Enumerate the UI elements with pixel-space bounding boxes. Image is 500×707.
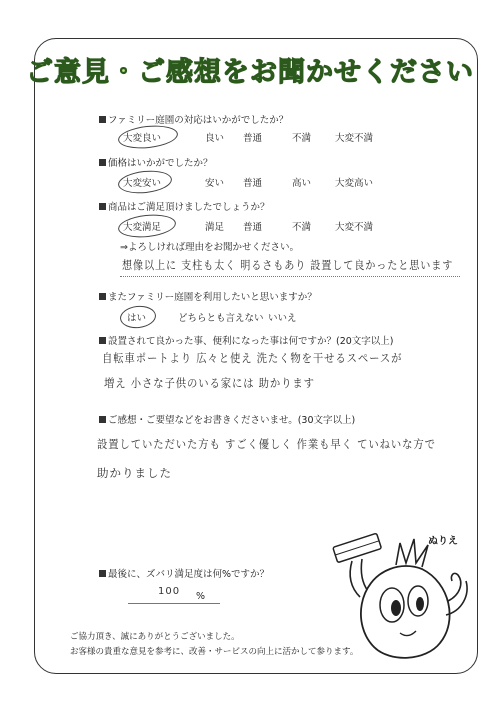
option-service-5[interactable]: 大変不満: [335, 133, 374, 144]
question-product-text: 商品はご満足頂けましたでしょうか？: [108, 202, 270, 213]
satisfaction-answer-line: [128, 603, 220, 604]
question-reuse: [99, 289, 317, 303]
option-product-1[interactable]: 大変満足: [123, 222, 162, 233]
bullet-square-icon: [99, 337, 106, 344]
bullet-square-icon: [99, 416, 106, 423]
question-price: [99, 155, 213, 169]
option-service-2[interactable]: 良い: [205, 133, 225, 144]
handwritten-comments-line2: 助かりました: [97, 466, 172, 480]
options-price: [0, 175, 500, 189]
question-comments: [99, 412, 355, 426]
question-benefit: [99, 333, 394, 347]
option-price-1[interactable]: 大変安い: [123, 178, 162, 189]
mascot-onion-icon: [330, 525, 470, 670]
answer-line: [120, 276, 460, 277]
option-price-5[interactable]: 大変高い: [335, 178, 374, 189]
option-product-4[interactable]: 不満: [292, 222, 312, 233]
reason-prompt: ⇒よろしければ理由をお聞かせください。: [120, 242, 299, 253]
option-price-2[interactable]: 安い: [205, 178, 225, 189]
option-price-3[interactable]: 普通: [243, 178, 263, 189]
bullet-square-icon: [99, 293, 106, 300]
mascot-label: ぬりえ: [428, 536, 458, 547]
handwritten-benefit-line2: 増え 小さな子供のいる家には 助かります: [104, 376, 315, 390]
option-service-4[interactable]: 不満: [292, 133, 312, 144]
bullet-square-icon: [99, 116, 106, 123]
question-service: [99, 112, 288, 126]
handwritten-reason: 想像以上に 支柱も太く 明るさもあり 設置して良かったと思います: [122, 258, 454, 272]
footer-thanks: ご協力頂き、誠にありがとうございました。: [70, 632, 240, 642]
bullet-square-icon: [99, 570, 106, 577]
options-reuse: [0, 310, 500, 324]
question-product: [99, 199, 270, 213]
bullet-square-icon: [99, 159, 106, 166]
handwritten-benefit-line1: 自転車ポートより 広々と使え 洗たく物を干せるスペースが: [102, 351, 403, 365]
option-service-1[interactable]: 大変良い: [123, 133, 162, 144]
option-product-3[interactable]: 普通: [243, 222, 263, 233]
question-satisfaction: [99, 566, 269, 580]
question-comments-text: ご感想・ご要望などをお書きくださいませ。(30文字以上): [108, 415, 356, 426]
percent-unit: %: [196, 591, 206, 602]
bullet-square-icon: [99, 203, 106, 210]
question-service-text: ファミリー庭園の対応はいかがでしたか？: [108, 115, 289, 126]
handwritten-comments-line1: 設置していただいた方も すごく優しく 作業も早く ていねいな方で: [97, 437, 436, 451]
question-satisfaction-text: 最後に、ズバリ満足度は何%ですか？: [108, 569, 270, 580]
option-reuse-no[interactable]: いいえ: [268, 313, 297, 324]
survey-title: ご意見・ご感想をお聞かせください: [26, 57, 474, 88]
option-price-4[interactable]: 高い: [292, 178, 312, 189]
footer-note: お客様の貴重な意見を参考に、改善・サービスの向上に活かして参ります。: [70, 647, 359, 657]
question-price-text: 価格はいかがでしたか？: [108, 158, 213, 169]
options-product: [0, 219, 500, 233]
question-benefit-text: 設置されて良かった事、便利になった事は何ですか？(20文字以上): [108, 336, 394, 347]
question-reuse-text: またファミリー庭園を利用したいと思いますか？: [108, 292, 317, 303]
option-product-2[interactable]: 満足: [205, 222, 225, 233]
options-service: [0, 130, 500, 144]
option-reuse-yes[interactable]: はい: [127, 313, 147, 324]
handwritten-satisfaction-value: 100: [158, 586, 181, 597]
option-product-5[interactable]: 大変不満: [335, 222, 374, 233]
option-reuse-neutral[interactable]: どちらとも言えない: [178, 313, 264, 324]
option-service-3[interactable]: 普通: [243, 133, 263, 144]
